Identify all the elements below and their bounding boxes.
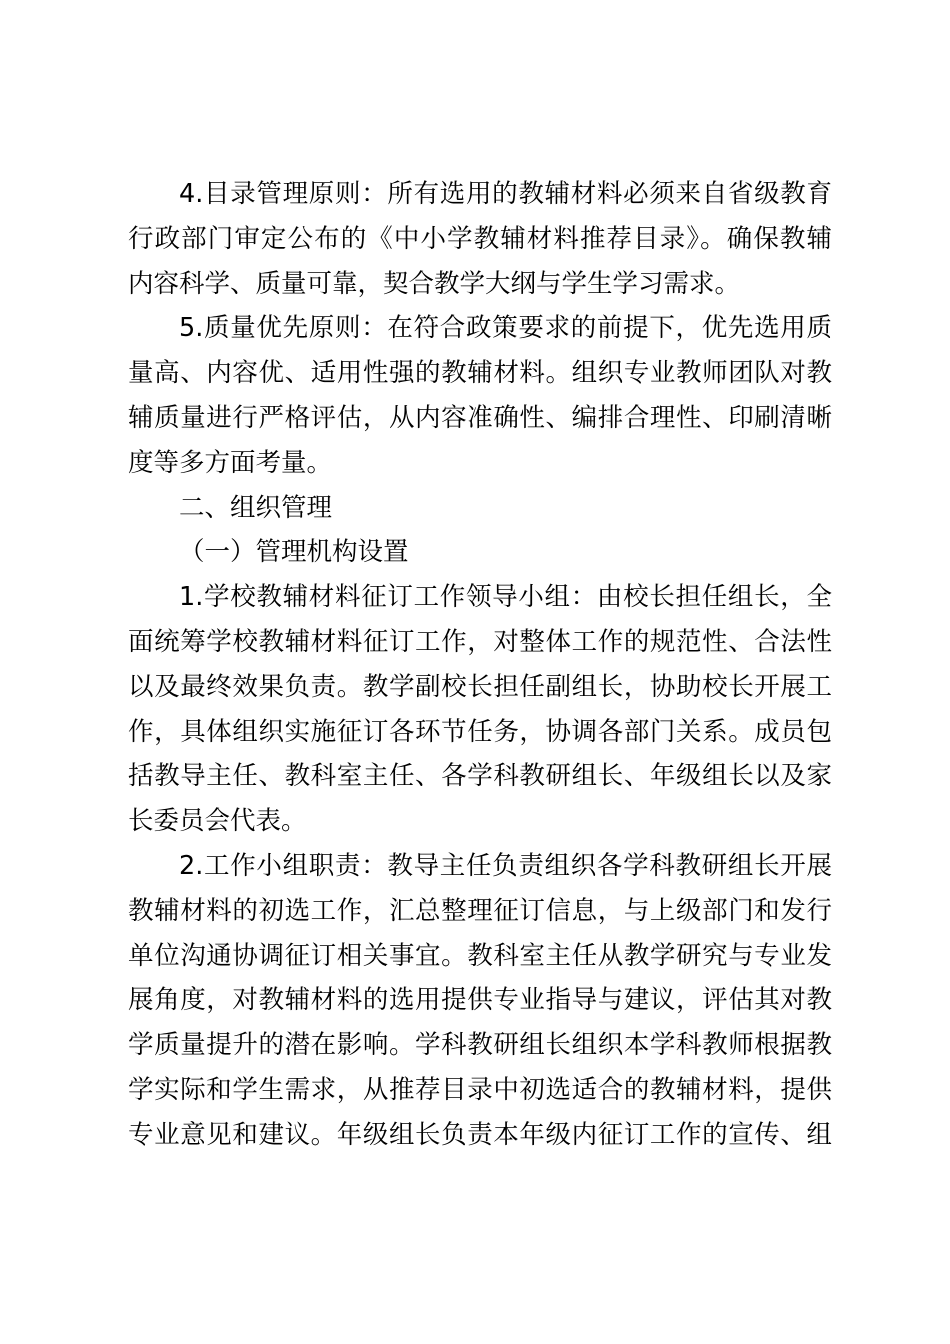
text-line: 行政部门审定公布的《中小学教辅材料推荐目录》。确保教辅 <box>128 223 832 254</box>
text-line: 内容科学、质量可靠，契合教学大纲与学生学习需求。 <box>128 268 741 299</box>
document-body <box>128 172 832 1158</box>
text-line: 作，具体组织实施征订各环节任务，协调各部门关系。成员包 <box>128 716 832 747</box>
text-line: 度等多方面考量。 <box>128 447 333 478</box>
text-line: 面统筹学校教辅材料征订工作，对整体工作的规范性、合法性 <box>128 626 832 657</box>
text-line: 括教导主任、教科室主任、各学科教研组长、年级组长以及家 <box>128 761 832 792</box>
text-line: 辅质量进行严格评估，从内容准确性、编排合理性、印刷清晰 <box>128 402 832 433</box>
text-line: 单位沟通协调征订相关事宜。教科室主任从教学研究与专业发 <box>128 940 832 971</box>
section-heading: 二、组织管理 <box>179 492 333 523</box>
text-line: 5.质量优先原则：在符合政策要求的前提下，优先选用质 <box>179 313 832 344</box>
subsection-heading: （一）管理机构设置 <box>179 537 409 568</box>
text-line: 2.工作小组职责：教导主任负责组织各学科教研组长开展 <box>179 850 832 881</box>
text-line: 专业意见和建议。年级组长负责本年级内征订工作的宣传、组 <box>128 1119 832 1150</box>
text-line: 展角度，对教辅材料的选用提供专业指导与建议，评估其对教 <box>128 985 832 1016</box>
text-line: 1.学校教辅材料征订工作领导小组：由校长担任组长，全 <box>179 582 832 613</box>
text-line: 4.目录管理原则：所有选用的教辅材料必须来自省级教育 <box>179 179 832 209</box>
text-line: 长委员会代表。 <box>128 806 307 837</box>
text-line: 量高、内容优、适用性强的教辅材料。组织专业教师团队对教 <box>128 358 832 389</box>
text-line: 以及最终效果负责。教学副校长担任副组长，协助校长开展工 <box>128 671 832 702</box>
text-line: 学质量提升的潜在影响。学科教研组长组织本学科教师根据教 <box>128 1030 832 1061</box>
text-line: 教辅材料的初选工作，汇总整理征订信息，与上级部门和发行 <box>128 895 832 926</box>
text-line: 学实际和学生需求，从推荐目录中初选适合的教辅材料，提供 <box>128 1074 832 1105</box>
